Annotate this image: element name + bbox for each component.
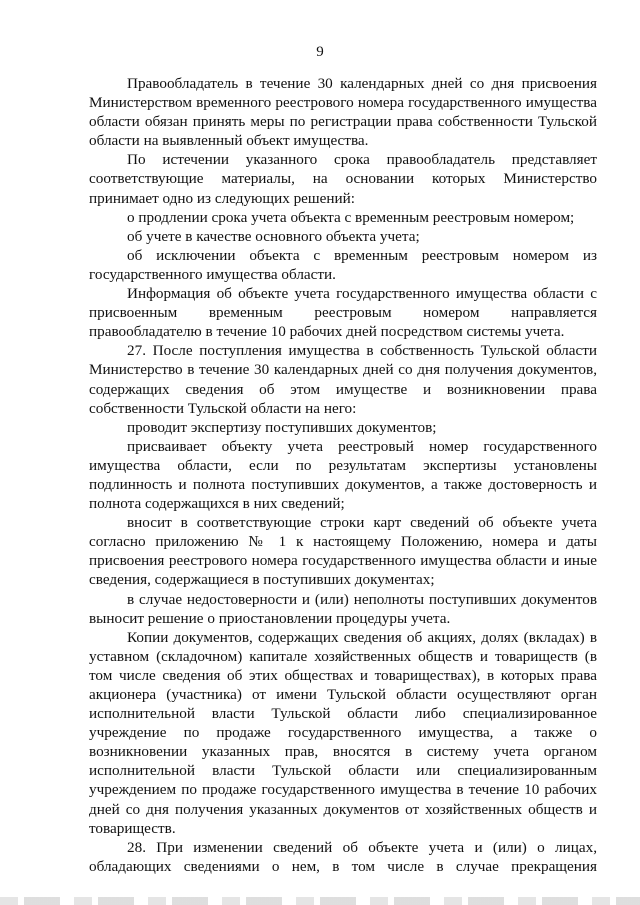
paragraph-rightholder-deadline: Правообладатель в течение 30 календарных дней со дня присвоения Министерством временного реестрового номера государственного имущества области обязан принять меры по регистрации права собственности Тульской области на выявленный объект имущества. (89, 75, 597, 150)
paragraph-information-sent: Информация об объекте учета государственного имущества области с присвоенным временным реестровым номером направляется правообладателю в течение 10 рабочих дней посредством системы учета. (89, 285, 597, 341)
scan-bottom-edge (0, 897, 640, 905)
list-item-suspension: в случае недостоверности и (или) неполноты поступивших документов выносит решение о приостановлении процедуры учета. (89, 590, 597, 627)
list-item-record-cards: вносит в соответствующие строки карт сведений об объекте учета согласно приложению № 1 к настоящему Положению, номера и даты присвоения реестрового номера государственного имущества области и иные сведения, содержащиеся в поступивших документах; (89, 514, 597, 589)
paragraph-clause-28: 28. При изменении сведений об объекте учета и (или) о лицах, обладающих сведениями о нем, в том числе в случае прекращения (89, 838, 597, 875)
paragraph-share-documents: Копии документов, содержащих сведения об акциях, долях (вкладах) в уставном (складочном) капитале хозяйственных обществ и товариществ (в том числе сведения об этих обществах и товариществах), в которых права акционера (участника) от имени Тульской области осуществляют орган исполнительной власти Тульской области либо специализированное учреждение по продаже государственного имущества, а также о возникновении указанных прав, вносятся в систему учета органом исполнительной власти Тульской области или специализированным учреждением по продаже государственного имущества в течение 10 рабочих дней со дня получения указанных документов от хозяйственных обществ и товариществ. (89, 628, 597, 837)
list-item-examination: проводит экспертизу поступивших документов; (127, 418, 437, 436)
list-item-assign-number: присваивает объекту учета реестровый номер государственного имущества области, если по результатам экспертизы установлены подлинность и полнота поступивших документов, а также достоверность и полнота содержащихся в них сведений; (89, 437, 597, 513)
page-number: 9 (316, 44, 324, 60)
list-item-main-object: об учете в качестве основного объекта учета; (127, 227, 420, 245)
document-body (89, 74, 597, 876)
paragraph-clause-27: 27. После поступления имущества в собственность Тульской области Министерство в течение 30 календарных дней со дня получения документов, содержащих сведения об этом имуществе и возникновении права собственности Тульской области на него: (89, 342, 597, 417)
list-item-exclusion: об исключении объекта с временным реестровым номером из государственного имущества области. (89, 246, 597, 283)
list-item-extend-term: о продлении срока учета объекта с временным реестровым номером; (127, 208, 575, 226)
paragraph-ministry-decisions: По истечении указанного срока правообладатель представляет соответствующие материалы, на основании которых Министерство принимает одно из следующих решений: (89, 151, 597, 207)
